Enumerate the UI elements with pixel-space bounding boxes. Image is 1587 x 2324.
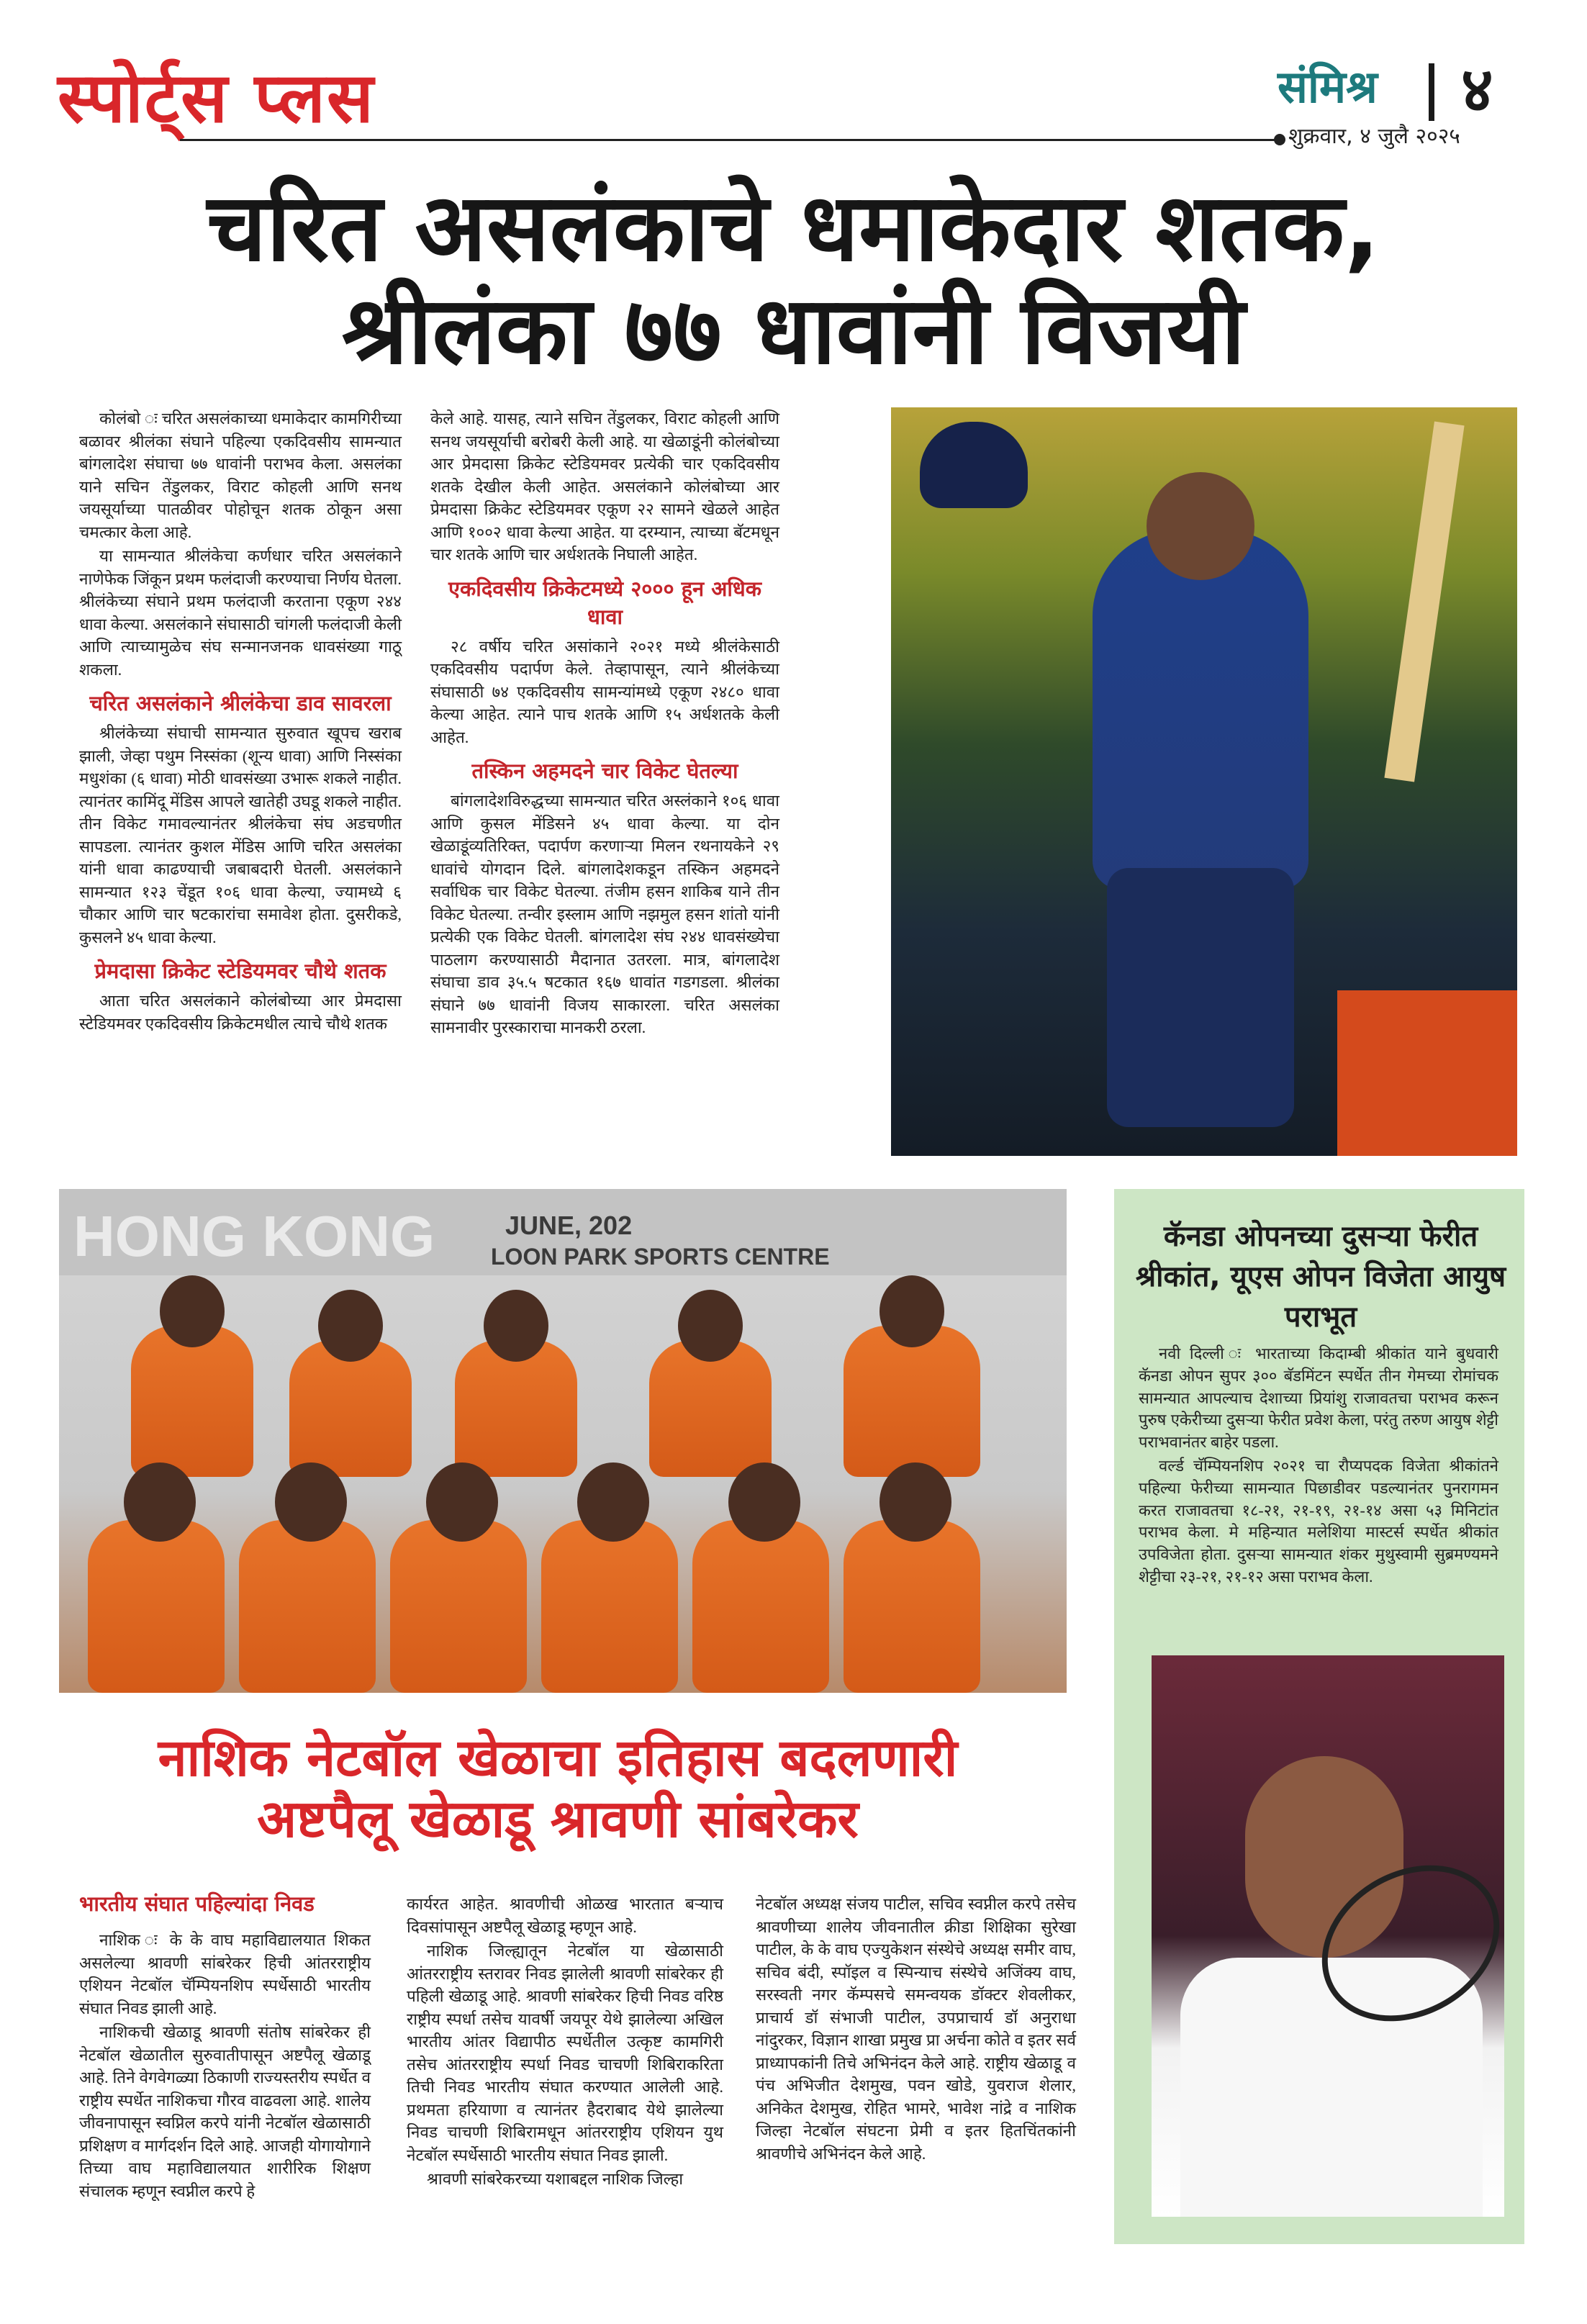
sidebar-text xyxy=(1139,1343,1498,1590)
lead-story-column-2 xyxy=(430,407,779,1041)
banner-wall xyxy=(59,1189,1067,1275)
sidebar-paragraph: नवी दिल्ली ः भारताच्या किदाम्बी श्रीकांत याने बुधवारी कॅनडा ओपन सुपर ३०० बॅडमिंटन स्पर्धेत तीन गेमच्या रोमांचक सामन्यात आपल्याच देशाच्या प्रियांशु राजावतचा पराभव करून पुरुष एकेरीच्या दुसऱ्या फेरीत प्रवेश केला, परंतु तरुण आयुष शेट्टी पराभवानंतर बाहेर पडला. xyxy=(1139,1344,1498,1452)
player-head xyxy=(678,1290,743,1362)
banner-text-left: HONG KONG xyxy=(73,1204,435,1268)
player-figure xyxy=(844,1520,980,1693)
masthead-rule xyxy=(180,139,1281,141)
player-figure xyxy=(541,1520,678,1693)
issue-date: शुक्रवार, ४ जुलै २०२५ xyxy=(1288,124,1460,149)
bat-shape xyxy=(1384,422,1464,782)
banner-text-date: JUNE, 202 xyxy=(505,1211,633,1240)
player-head-shape xyxy=(1147,472,1254,580)
lead-subheading: चरित असलंकाने श्रीलंकेचा डाव सावरला xyxy=(89,691,392,715)
netball-column-1 xyxy=(79,1929,371,2204)
lead-subheading: एकदिवसीय क्रिकेटमध्ये २००० हून अधिक धावा xyxy=(448,576,761,629)
masthead-rule-dot xyxy=(1274,134,1285,145)
netball-paragraph: नाशिकची खेळाडू श्रावणी संतोष सांबरेकर ही नेटबॉल खेळातील सुरुवातीपासून अष्टपैलू खेळाडू आहे. तिने वेगवेगळ्या ठिकाणी राज्यस्तरीय स्पर्धेत व राष्ट्रीय स्पर्धेत नाशिकचा गौरव वाढवला आहे. शालेय जीवनापासून स्वप्निल करपे यांनी नेटबॉल खेळासाठी प्रशिक्षण व मार्गदर्शन दिले आहे. आजही योगायोगाने तिच्या वाघ महाविद्यालयात शारीरिक शिक्षण संचालक म्हणून स्वप्नील करपे हे xyxy=(79,2023,371,2200)
netball-column-3 xyxy=(756,1893,1076,2166)
player-figure xyxy=(88,1520,225,1693)
lead-paragraph: केले आहे. यासह, त्याने सचिन तेंडुलकर, विराट कोहली आणि सनथ जयसूर्याची बरोबरी केली आहे. या खेळाडूंनी कोलंबोच्या आर प्रेमदासा क्रिकेट स्टेडियमवर प्रत्येकी चार एकदिवसीय शतके देखील केली आहेत. असलंकाने कोलंबोच्या आर प्रेमदासा क्रिकेट स्टेडियमवर एकूण २२ सामने खेळले आहेत आणि १००२ धावा केल्या आहेत. या दरम्यान, त्याच्या बॅटमधून चार शतके आणि चार अर्धशतके निघाली आहेत. xyxy=(430,410,779,564)
player-head xyxy=(728,1462,800,1542)
lead-headline xyxy=(43,173,1544,385)
player-head xyxy=(484,1290,548,1362)
player-head xyxy=(160,1275,225,1347)
netball-team-photo xyxy=(59,1189,1067,1693)
team-front-row xyxy=(117,1419,1009,1693)
lead-subheading: तस्किन अहमदने चार विकेट घेतल्या xyxy=(471,759,738,784)
advertising-board-shape xyxy=(1337,990,1517,1156)
lead-headline-line1: चरित असलंकाचे धमाकेदार शतक, xyxy=(207,173,1380,282)
player-head xyxy=(577,1462,649,1542)
player-head xyxy=(318,1290,383,1362)
section-title: स्पोर्ट्स प्लस xyxy=(58,57,375,138)
player-jersey-shape xyxy=(1093,530,1308,890)
netball-paragraph: नाशिक ः के के वाघ महाविद्यालयात शिकत असलेल्या श्रावणी सांबरेकर हिची आंतरराष्ट्रीय एशियन नेटबॉल चॅम्पियनशिप स्पर्धेसाठी भारतीय संघात निवड झाली आहे. xyxy=(79,1931,371,2017)
netball-paragraph: नाशिक जिल्ह्यातून नेटबॉल या खेळासाठी आंतरराष्ट्रीय स्तरावर निवड झालेली श्रावणी सांबरेकर ही पहिली खेळाडू आहे. श्रावणी सांबरेकर हिची निवड वरिष्ठ राष्ट्रीय स्पर्धा तसेच यावर्षी जयपूर येथे झालेल्या अखिल भारतीय आंतर विद्यापीठ स्पर्धेतील उत्कृष्ट कामगिरी तसेच आंतरराष्ट्रीय स्पर्धा निवड चाचणी शिबिराकरिता तिची निवड भारतीय संघात करण्यात आलेली आहे. प्रथमता हरियाणा व त्यानंतर हैदराबाद येथे झालेल्या निवड चाचणी शिबिरामधून आंतरराष्ट्रीय एशियन युथ नेटबॉल स्पर्धेसाठी भारतीय संघात निवड झाली. xyxy=(407,1942,723,2164)
netball-headline xyxy=(43,1727,1072,1850)
lead-paragraph: आता चरित असलंकाने कोलंबोच्या आर प्रेमदासा स्टेडियमवर एकदिवसीय क्रिकेटमधील त्याचे चौथे शतक xyxy=(79,992,402,1033)
sidebar-paragraph: वर्ल्ड चॅम्पियनशिप २०२१ चा रौप्यपदक विजेता श्रीकांतने पहिल्या फेरीच्या सामन्यात पिछाडीवर पडल्यानंतर पुनरागमन करत राजावतचा १८-२१, २१-१९, २१-१४ असा ५३ मिनिटांत पराभव केला. मे महिन्यात मलेशिया मास्टर्स स्पर्धेत श्रीकांत उपविजेता होता. दुसऱ्या सामन्यात शंकर मुथुस्वामी सुब्रमण्यमने शेट्टीचा २३-२१, २१-१२ असा पराभव केला. xyxy=(1139,1456,1498,1586)
badminton-player-photo xyxy=(1152,1655,1504,2217)
netball-paragraph: नेटबॉल अध्यक्ष संजय पाटील, सचिव स्वप्नील करपे तसेच श्रावणीच्या शालेय जीवनातील क्रीडा शिक्षिका सुरेखा पाटील, के के वाघ एज्युकेशन संस्थेचे अध्यक्ष समीर वाघ, सचिव बंदी, स्पॉइल व स्पिन्याच संस्थेचे अजिंक्य वाघ, सरस्वती नगर कॅम्पसचे समन्वयक डॉक्टर शेवलीकर, प्राचार्य डॉ संभाजी पाटील, उपप्राचार्य डॉ अनुराधा नांदुरकर, विज्ञान शाखा प्रमुख प्रा अर्चना कोते व इतर सर्व प्राध्यापकांनी तिचे अभिनंदन केले आहे. राष्ट्रीय खेळाडू व पंच अभिजीत देशमुख, पवन खोडे, युवराज शेलार, अनिकेत देशमुख, रोहित भामरे, भावेश नांद्रे व नाशिक जिल्हा नेटबॉल संघटना प्रेमी व इतर हितचिंतकांनी श्रावणीचे अभिनंदन केले आहे. xyxy=(756,1895,1076,2163)
lead-paragraph: २८ वर्षीय चरित असांकाने २०२१ मध्ये श्रीलंकेसाठी एकदिवसीय पदार्पण केले. तेव्हापासून, त्याने श्रीलंकेच्या संघासाठी ७४ एकदिवसीय सामन्यांमध्ये एकूण २४८० धावा केल्या आहेत. त्याने पाच शतके आणि १५ अर्धशतके केली आहेत. xyxy=(430,637,779,746)
player-figure xyxy=(239,1520,376,1693)
sidebar-headline: कॅनडा ओपनच्या दुसऱ्या फेरीत श्रीकांत, यूएस ओपन विजेता आयुष पराभूत xyxy=(1135,1220,1506,1334)
netball-subheading: भारतीय संघात पहिल्यांदा निवड xyxy=(79,1891,315,1916)
lead-story-column-1 xyxy=(79,407,402,1036)
banner-text-venue: LOON PARK SPORTS CENTRE xyxy=(491,1244,830,1270)
netball-headline-line1: नाशिक नेटबॉल खेळाचा इतिहास बदलणारी xyxy=(158,1727,958,1788)
player-head xyxy=(275,1462,347,1542)
player-figure xyxy=(390,1520,527,1693)
paper-name: संमिश्र xyxy=(1278,60,1378,113)
lead-paragraph: श्रीलंकेच्या संघाची सामन्यात सुरुवात खूपच खराब झाली, जेव्हा पथुम निस्संका (शून्य धावा) आणि निस्संका मधुशंका (६ धावा) मोठी धावसंख्या उभारू शकले नाहीत. त्यानंतर कामिंदू मेंडिस आपले खातेही उघडू शकले नाहीत. तीन विकेट गमावल्यानंतर श्रीलंकेचा संघ अडचणीत सापडला. त्यानंतर कुशल मेंडिस आणि चरित असलंका यांनी धावा काढण्याची जबाबदारी घेतली. असलंकाने सामन्यात १२३ चेंडूत १०६ धावा केल्या, ज्यामध्ये ६ चौकार आणि चार षटकारांचा समावेश होता. दुसरीकडे, कुसलने ४५ धावा केल्या. xyxy=(79,724,402,946)
cricket-player-photo xyxy=(891,407,1517,1156)
lead-paragraph: या सामन्यात श्रीलंकेचा कर्णधार चरित असलंकाने नाणेफेक जिंकून प्रथम फलंदाजी करण्याचा निर्णय घेतला. श्रीलंकेच्या संघाने प्रथम फलंदाजी करताना एकूण २४४ धावा केल्या. असलंकाने संघासाठी चांगली फलंदाजी केली आणि त्याच्यामुळेच संघ सन्मानजनक धावसंख्या गाठू शकला. xyxy=(79,547,402,679)
player-legs-shape xyxy=(1107,868,1294,1127)
lead-paragraph: बांगलादेशविरुद्धच्या सामन्यात चरित अस्लंकाने १०६ धावा आणि कुसल मेंडिसने ४५ धावा केल्या. या दोन खेळाडूंव्यतिरिक्त, पदार्पण करणाऱ्या मिलन रथनायकेने २९ धावांचे योगदान दिले. बांगलादेशकडून तस्किन अहमदने सर्वाधिक चार विकेट घेतल्या. तंजीम हसन शाकिब याने तीन विकेट घेतल्या. तन्वीर इस्लाम आणि नझमुल हसन शांतो यांनी प्रत्येकी एक विकेट घेतली. बांगलादेश संघ २४४ धावसंख्येचा पाठलाग करण्यासाठी मैदानात उतरला. मात्र, बांगलादेश संघाचा डाव ३५.५ षटकात १६७ धावांत गडगडला. श्रीलंका संघाने ७७ धावांनी विजय साकारला. चरित असलंका सामनावीर पुरस्काराचा मानकरी ठरला. xyxy=(430,792,779,1037)
lead-headline-line2: श्रीलंका ७७ धावांनी विजयी xyxy=(341,276,1246,385)
netball-paragraph: श्रावणी सांबरेकरच्या यशाबद्दल नाशिक जिल्हा xyxy=(427,2170,684,2188)
player-head xyxy=(426,1462,498,1542)
lead-subheading: प्रेमदासा क्रिकेट स्टेडियमवर चौथे शतक xyxy=(94,959,386,984)
player-head xyxy=(124,1462,196,1542)
netball-paragraph: कार्यरत आहेत. श्रावणीची ओळख भारतात बऱ्याच दिवसांपासून अष्टपैलू खेळाडू म्हणून आहे. xyxy=(407,1895,723,1936)
player-figure xyxy=(692,1520,829,1693)
netball-column-2 xyxy=(407,1893,723,2192)
player-head xyxy=(880,1275,944,1347)
helmet-shape xyxy=(920,422,1028,508)
masthead-divider xyxy=(1429,63,1434,121)
lead-paragraph: कोलंबो ः चरित असलंकाच्या धमाकेदार कामगिरीच्या बळावर श्रीलंका संघाने पहिल्या एकदिवसीय सामन्यात बांगलादेश संघाचा ७७ धावांनी पराभव केला. असलंका याने सचिन तेंडुलकर, विराट कोहली आणि सनथ जयसूर्याच्या पातळीवर पोहोचून शतक ठोकून असा चमत्कार केला आहे. xyxy=(79,410,402,541)
page-number: ४ xyxy=(1461,53,1493,126)
netball-headline-line2: अष्टपैलू खेळाडू श्रावणी सांबरेकर xyxy=(257,1788,859,1849)
player-head xyxy=(880,1462,951,1542)
